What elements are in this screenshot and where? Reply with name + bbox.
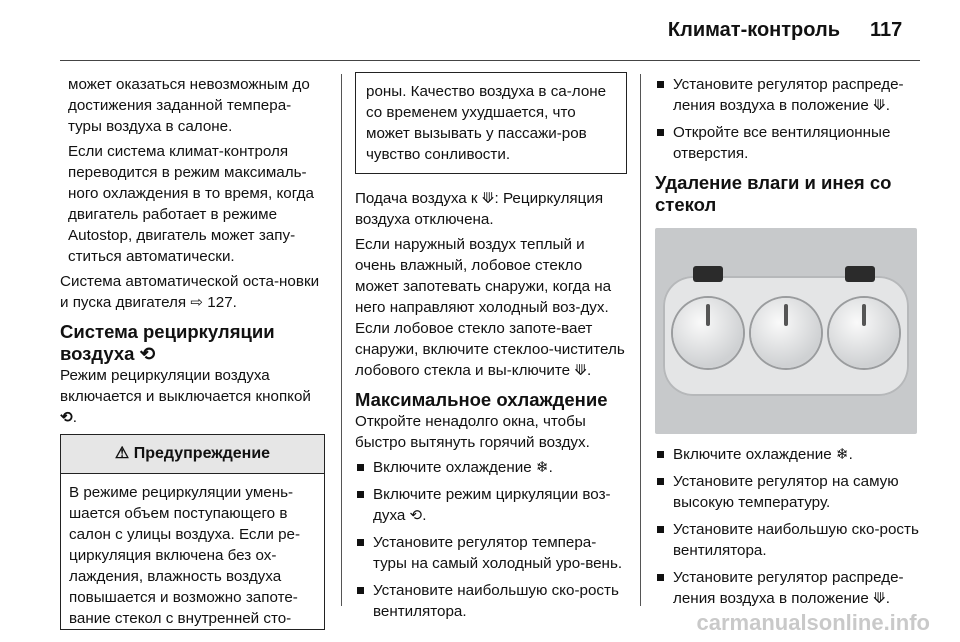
page-header-title: Климат-контроль bbox=[667, 19, 840, 41]
temperature-knob bbox=[673, 298, 743, 368]
recirculation-icon: ⟲ bbox=[60, 409, 73, 426]
list-item: Установите регулятор распреде-ления воздуха в положение ⟱. bbox=[655, 567, 925, 609]
warning-header bbox=[61, 435, 324, 474]
paragraph: Если система климат-контроля переводится в режим максималь-ного охлаждения в то время, когда двигатель работает в режиме Autostop, двигатель может запу-ститься автоматически. bbox=[68, 143, 314, 265]
list-item: Откройте все вентиляционные отверстия. bbox=[655, 122, 925, 164]
section-heading: Максимальное охлаждение bbox=[355, 389, 608, 410]
list-item: Установите регулятор темпера-туры на самый холодный уро-вень. bbox=[355, 532, 627, 574]
paragraph: Откройте ненадолго окна, чтобы быстро вытянуть горячий воздух. bbox=[355, 413, 590, 451]
fan-speed-knob bbox=[751, 298, 821, 368]
header-rule bbox=[60, 60, 920, 61]
page-number: 117 bbox=[870, 19, 903, 41]
warning-icon: ⚠ bbox=[114, 445, 130, 462]
rear-defrost-switch bbox=[845, 266, 875, 282]
warning-box-continued: роны. Качество воздуха в са-лоне со временем ухудшается, что может вызывать у пассажи-ров чувство сонливости. bbox=[355, 72, 627, 174]
control-panel bbox=[663, 276, 909, 396]
air-distribution-knob bbox=[829, 298, 899, 368]
recirculation-icon: ⟲ bbox=[139, 343, 156, 364]
warning-text: В режиме рециркуляции умень-шается объем поступающего в салон с улицы воздуха. Если ре-циркуляция включена без ох-лаждения, влажность воздуха повышается и возможно запоте-вание стекол с внутренней сто- bbox=[69, 484, 301, 627]
list-item: Включите охлаждение ❄. bbox=[655, 444, 925, 465]
list-item: Установите регулятор на самую высокую температуру. bbox=[655, 471, 925, 513]
paragraph: Система автоматической оста-новки и пуска двигателя ⇨ 127. bbox=[60, 273, 320, 311]
list-item: Установите наибольшую ско-рость вентилятора. bbox=[655, 519, 925, 561]
paragraph: Режим рециркуляции воздуха включается и выключается кнопкой ⟲. bbox=[60, 367, 311, 426]
ac-switch bbox=[693, 266, 723, 282]
section-heading: Удаление влаги и инея со стекол bbox=[655, 172, 892, 215]
list-item: Включите режим циркуляции воз-духа ⟲. bbox=[355, 484, 627, 526]
paragraph: Если наружный воздух теплый и очень влажный, лобовое стекло может запотевать снаружи, когда на него направляют холодный воз-дух. Если лобовое стекло запоте-вает снаружи, включите стеклоо-чиститель лобового стекла и вы-ключите ⟱. bbox=[355, 236, 625, 379]
heading-text: Система рециркуляции воздуха bbox=[60, 321, 275, 364]
column-divider-1 bbox=[341, 74, 342, 606]
column-1 bbox=[60, 74, 325, 630]
watermark: carmanualsonline.info bbox=[696, 610, 930, 635]
list-item: Включите охлаждение ❄. bbox=[355, 457, 627, 478]
warning-box bbox=[60, 434, 325, 630]
section-heading bbox=[60, 321, 325, 365]
list-item: Установите наибольшую ско-рость вентилятора. bbox=[355, 580, 627, 622]
list-item: Установите регулятор распреде-ления воздуха в положение ⟱. bbox=[655, 74, 925, 116]
paragraph-text: Режим рециркуляции воздуха включается и выключается кнопкой bbox=[60, 367, 311, 405]
paragraph: Подача воздуха к ⟱: Рециркуляция воздуха отключена. bbox=[355, 190, 604, 228]
climate-control-panel-photo bbox=[655, 228, 917, 434]
column-divider-2 bbox=[640, 74, 641, 606]
column-3 bbox=[655, 74, 925, 615]
column-2 bbox=[355, 74, 627, 628]
paragraph: может оказаться невозможным до достижения заданной темпера-туры воздуха в салоне. bbox=[68, 76, 310, 135]
warning-title: Предупреждение bbox=[133, 445, 271, 462]
